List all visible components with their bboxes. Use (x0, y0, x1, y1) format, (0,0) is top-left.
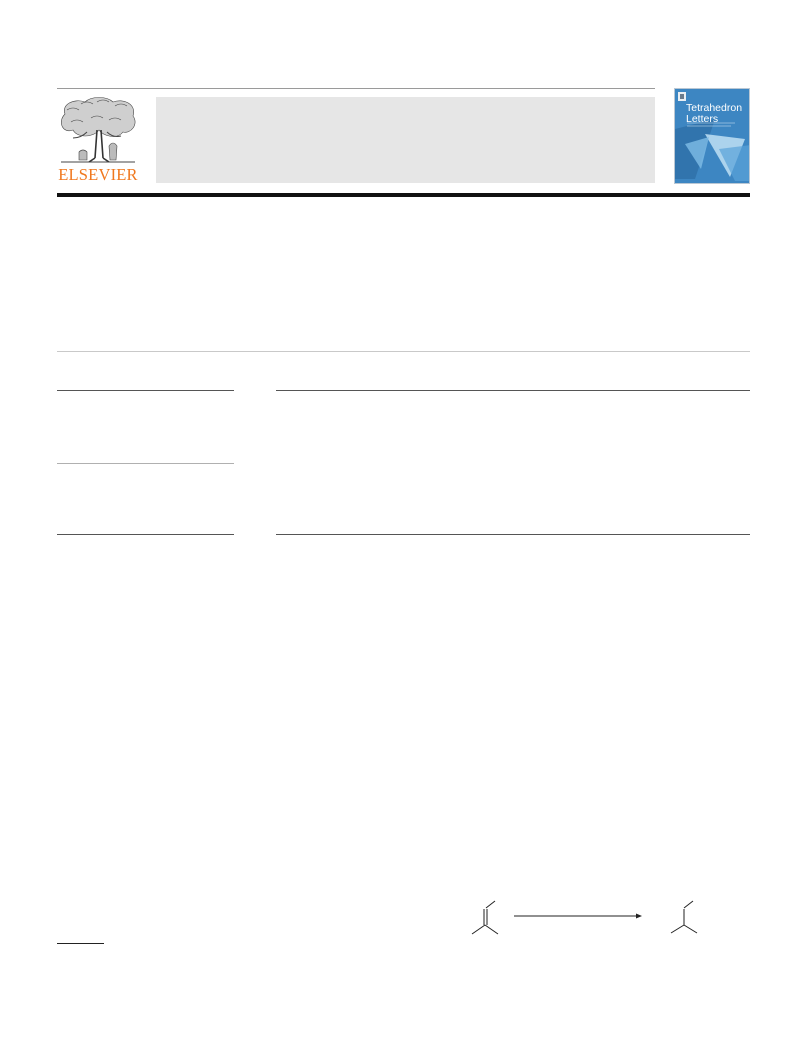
cover-title-line1: Tetrahedron (686, 102, 743, 114)
footnote-rule (57, 943, 104, 944)
abstract-bottom-rule (276, 534, 750, 535)
masthead-band (156, 97, 655, 183)
journal-cover[interactable] (674, 88, 750, 184)
article-info-top-rule (57, 390, 234, 391)
reaction-arrow-head (636, 914, 642, 919)
left-substituent-bond (486, 901, 495, 908)
article-info-mid-rule (57, 463, 234, 464)
header-heavy-rule (57, 193, 750, 197)
tree-icon (57, 96, 139, 166)
article-info-bottom-rule (57, 534, 234, 535)
cover-title-line2: Letters (686, 113, 719, 125)
right-branch-a (671, 925, 684, 933)
right-branch-b (684, 925, 697, 933)
title-block-rule (57, 351, 750, 352)
right-substituent-bond (684, 901, 693, 908)
elsevier-logo[interactable] (57, 96, 139, 184)
left-branch-a (472, 925, 485, 934)
abstract-top-rule (276, 390, 750, 391)
cover-title (686, 103, 748, 125)
elsevier-wordmark: ELSEVIER (58, 165, 138, 184)
reaction-scheme (460, 895, 720, 945)
header-top-rule (57, 88, 655, 89)
left-branch-b (485, 925, 498, 934)
